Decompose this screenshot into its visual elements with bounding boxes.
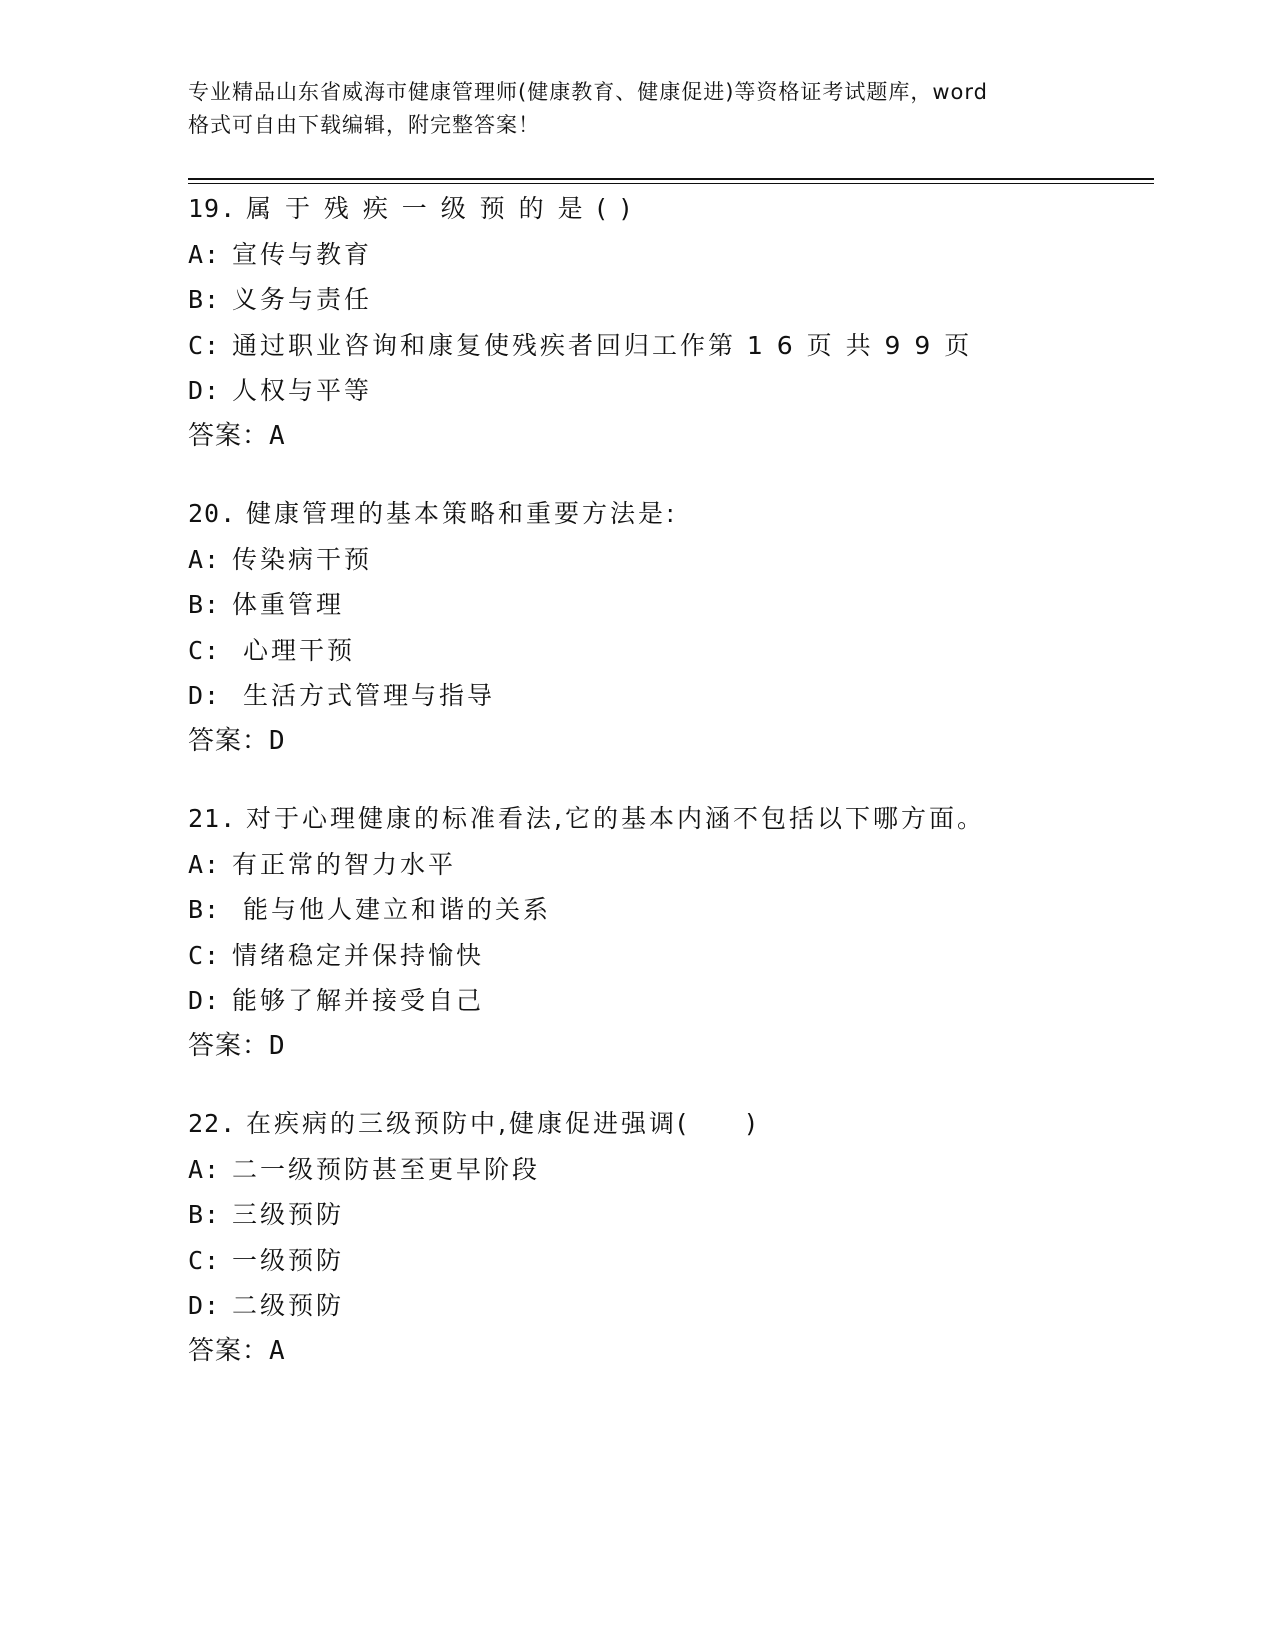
header-line-1: 专业精品山东省威海市健康管理师(健康教育、健康促进)等资格证考试题库，word <box>188 80 989 104</box>
question-stem <box>188 491 1148 537</box>
answer-label: 答案： <box>188 1030 270 1061</box>
answer-line <box>188 719 1148 765</box>
option-key: C: <box>188 330 221 360</box>
option-key: B: <box>188 895 221 924</box>
option-key: D: <box>188 986 221 1015</box>
answer-line <box>188 1024 1148 1070</box>
option-d <box>188 978 1148 1024</box>
question-text: 在疾病的三级预防中,健康促进强调( ) <box>246 1109 759 1138</box>
option-key: D: <box>188 1291 221 1320</box>
option-text: 生活方式管理与指导 <box>232 681 495 710</box>
question-block-21 <box>188 796 1148 1069</box>
option-text: 心理干预 <box>232 635 355 665</box>
option-text: 能与他人建立和谐的关系 <box>232 895 551 924</box>
question-text: 对于心理健康的标准看法,它的基本内涵不包括以下哪方面。 <box>246 804 985 833</box>
option-key: C: <box>188 635 221 665</box>
question-block-19 <box>188 186 1148 459</box>
option-key: B: <box>188 285 221 314</box>
option-key: C: <box>188 940 221 970</box>
question-block-20 <box>188 491 1148 764</box>
header-line-2: 格式可自由下载编辑，附完整答案！ <box>188 113 540 137</box>
option-b <box>188 887 1148 933</box>
option-d <box>188 368 1148 414</box>
question-number: 20. <box>188 499 237 528</box>
option-text: 人权与平等 <box>232 376 373 405</box>
option-a <box>188 842 1148 888</box>
option-text: 二一级预防甚至更早阶段 <box>232 1154 541 1184</box>
question-stem <box>188 1101 1148 1147</box>
option-b <box>188 277 1148 323</box>
option-key: B: <box>188 1200 221 1229</box>
answer-label: 答案： <box>188 725 270 756</box>
option-a <box>188 232 1148 278</box>
question-number: 21. <box>188 804 237 833</box>
option-a <box>188 1147 1148 1193</box>
option-key: D: <box>188 681 221 710</box>
answer-value: D <box>269 725 286 756</box>
option-text: 情绪稳定并保持愉快 <box>232 940 485 970</box>
option-text: 三级预防 <box>232 1200 345 1229</box>
option-text: 有正常的智力水平 <box>232 849 457 879</box>
option-key: D: <box>188 376 221 405</box>
option-a <box>188 537 1148 583</box>
option-text: 义务与责任 <box>232 285 373 314</box>
answer-value: A <box>269 1335 286 1366</box>
question-number: 22. <box>188 1109 237 1138</box>
option-key: A: <box>188 1154 221 1184</box>
question-text: 健康管理的基本策略和重要方法是: <box>246 499 678 528</box>
option-key: A: <box>188 544 221 574</box>
question-stem <box>188 796 1148 842</box>
answer-label: 答案： <box>188 420 270 451</box>
option-text: 传染病干预 <box>232 544 373 574</box>
option-d <box>188 673 1148 719</box>
option-c <box>188 323 1148 369</box>
question-text: 属 于 残 疾 一 级 预 的 是 ( ) <box>246 194 633 223</box>
answer-line <box>188 1329 1148 1375</box>
option-text: 体重管理 <box>232 590 345 619</box>
option-text: 一级预防 <box>232 1245 345 1275</box>
header-divider-thick <box>188 178 1154 180</box>
option-text: 通过职业咨询和康复使残疾者回归工作第 1 6 页 共 9 9 页 <box>232 330 973 360</box>
option-b <box>188 582 1148 628</box>
answer-value: A <box>269 420 286 451</box>
question-stem <box>188 186 1148 232</box>
document-header <box>188 76 1088 142</box>
option-c <box>188 933 1148 979</box>
option-key: A: <box>188 849 221 879</box>
question-block-22 <box>188 1101 1148 1374</box>
option-text: 二级预防 <box>232 1291 345 1320</box>
option-c <box>188 628 1148 674</box>
answer-label: 答案： <box>188 1335 270 1366</box>
question-number: 19. <box>188 194 237 223</box>
option-b <box>188 1192 1148 1238</box>
option-key: C: <box>188 1245 221 1275</box>
option-c <box>188 1238 1148 1284</box>
answer-value: D <box>269 1030 286 1061</box>
option-key: B: <box>188 590 221 619</box>
answer-line <box>188 414 1148 460</box>
option-d <box>188 1283 1148 1329</box>
header-divider-thin <box>188 183 1154 184</box>
option-key: A: <box>188 239 221 269</box>
option-text: 宣传与教育 <box>232 239 373 269</box>
option-text: 能够了解并接受自己 <box>232 986 485 1015</box>
